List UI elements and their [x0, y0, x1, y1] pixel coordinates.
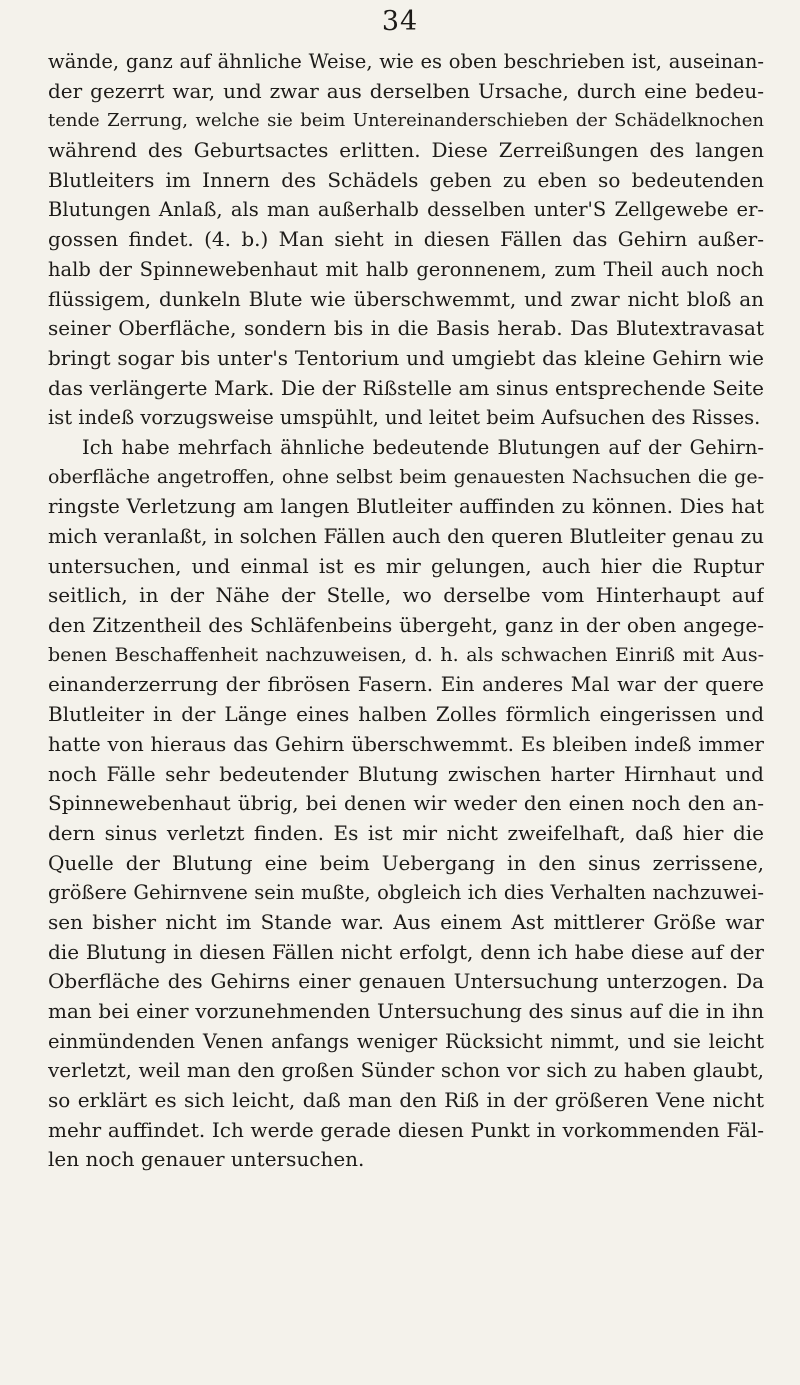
body-text [48, 47, 764, 1175]
text-line: mehr auffindet. Ich werde gerade diesen Punkt in vorkommenden Fäl- [48, 1117, 764, 1142]
text-line: tende Zerrung, welche sie beim Untereinanderschieben der Schädelknochen [48, 110, 764, 132]
text-line: len noch genauer untersuchen. [48, 1147, 365, 1172]
text-line: Spinnewebenhaut übrig, bei denen wir weder den einen noch den an- [48, 791, 764, 816]
text-line: seiner Oberfläche, sondern bis in die Basis herab. Das Blutextravasat [48, 316, 764, 341]
text-line: Blutleiters im Innern des Schädels geben zu eben so bedeutenden [48, 167, 764, 192]
text-line: ringste Verletzung am langen Blutleiter auffinden zu können. Dies hat [48, 494, 764, 519]
text-line: mich veranlaßt, in solchen Fällen auch den queren Blutleiter genau zu [48, 524, 764, 548]
text-line: verletzt, weil man den großen Sünder schon vor sich zu haben glaubt, [48, 1058, 764, 1083]
text-line: der gezerrt war, und zwar aus derselben Ursache, durch eine bedeu- [48, 78, 764, 103]
text-line: größere Gehirnvene sein mußte, obgleich ich dies Verhalten nachzuwei- [48, 881, 764, 905]
text-line: dern sinus verletzt finden. Es ist mir nicht zweifelhaft, daß hier die [48, 820, 764, 845]
text-line: man bei einer vorzunehmenden Untersuchung des sinus auf die in ihn [48, 999, 764, 1023]
text-line: bringt sogar bis unter's Tentorium und umgiebt das kleine Gehirn wie [48, 345, 764, 370]
text-line: so erklärt es sich leicht, daß man den Riß in der größeren Vene nicht [48, 1088, 764, 1113]
text-line: seitlich, in der Nähe der Stelle, wo derselbe vom Hinterhaupt auf [48, 583, 764, 608]
text-line: oberfläche angetroffen, ohne selbst beim genauesten Nachsuchen die ge- [48, 465, 764, 488]
text-line: halb der Spinnewebenhaut mit halb geronnenem, zum Theil auch noch [48, 257, 764, 281]
text-line: das verlängerte Mark. Die der Rißstelle am sinus entsprechende Seite [48, 375, 764, 400]
text-line: Oberfläche des Gehirns einer genauen Untersuchung unterzogen. Da [48, 969, 764, 994]
text-line: hatte von hieraus das Gehirn überschwemmt. Es bleiben indeß immer [48, 731, 764, 756]
text-line: benen Beschaffenheit nachzuweisen, d. h. als schwachen Einriß mit Aus- [48, 643, 764, 666]
text-line: wände, ganz auf ähnliche Weise, wie es oben beschrieben ist, auseinan- [48, 50, 764, 73]
text-line: untersuchen, und einmal ist es mir gelungen, auch hier die Ruptur [48, 553, 764, 578]
text-line: während des Geburtsactes erlitten. Diese Zerreißungen des langen [48, 138, 764, 163]
text-line: einmündenden Venen anfangs weniger Rücksicht nimmt, und sie leicht [48, 1029, 764, 1053]
text-line: den Zitzentheil des Schläfenbeins übergeht, ganz in der oben angege- [48, 613, 764, 638]
text-line: sen bisher nicht im Stande war. Aus einem Ast mittlerer Größe war [48, 909, 764, 934]
text-line: Ich habe mehrfach ähnliche bedeutende Blutungen auf der Gehirn- [82, 435, 764, 459]
text-line: die Blutung in diesen Fällen nicht erfolgt, denn ich habe diese auf der [48, 939, 764, 964]
page-number: 34 [381, 6, 419, 37]
text-line: einanderzerrung der fibrösen Fasern. Ein anderes Mal war der quere [48, 672, 764, 697]
text-line: ist indeß vorzugsweise umspühlt, und leitet beim Aufsuchen des Risses. [48, 406, 761, 430]
text-line: noch Fälle sehr bedeutender Blutung zwischen harter Hirnhaut und [48, 761, 764, 786]
text-line: Blutleiter in der Länge eines halben Zolles förmlich eingerissen und [48, 702, 764, 727]
text-line: Blutungen Anlaß, als man außerhalb desselben unter'S Zellgewebe er- [48, 198, 764, 222]
text-line: Quelle der Blutung eine beim Uebergang in den sinus zerrissene, [48, 850, 764, 875]
text-line: flüssigem, dunkeln Blute wie überschwemmt, und zwar nicht bloß an [48, 286, 764, 311]
text-line: gossen findet. (4. b.) Man sieht in diesen Fällen das Gehirn außer- [48, 227, 764, 252]
